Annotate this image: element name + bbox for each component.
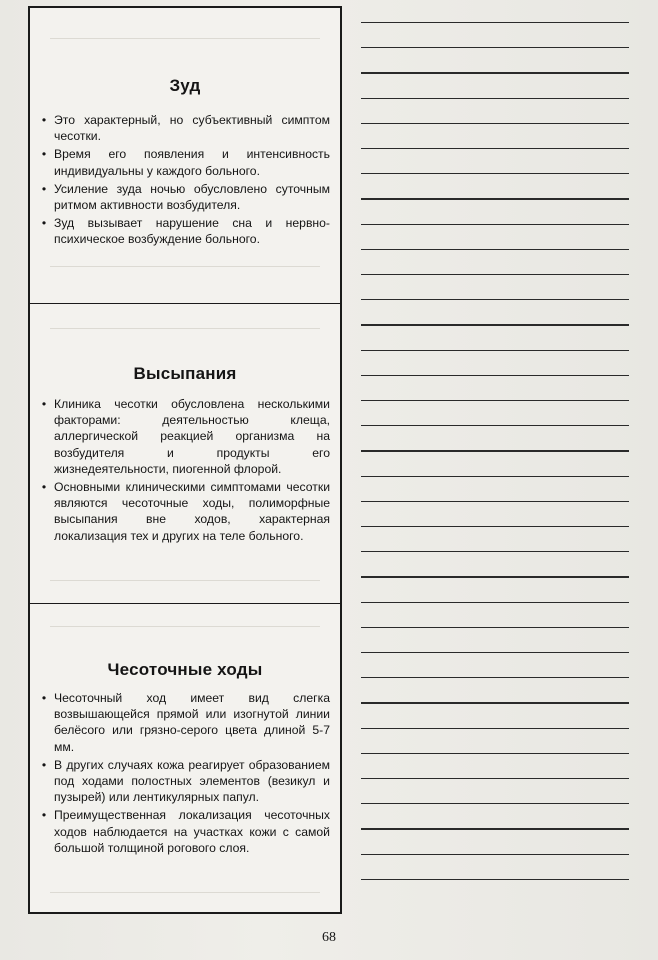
note-line: [361, 400, 629, 401]
note-line: [361, 753, 629, 754]
bullet-list: [38, 112, 330, 250]
note-line: [361, 627, 629, 628]
slide-itching: [30, 8, 340, 304]
bullet-icon: •: [41, 113, 47, 127]
slide-scabies-burrows: [30, 604, 340, 912]
bullet-list: [38, 690, 330, 858]
list-item: • Чесоточный ход имеет вид слегка возвышающейся прямой или изогнутой линии белёсого или грязно-серого цвета длиной 5-7 мм.: [38, 690, 330, 755]
note-line: [361, 854, 629, 855]
note-line: [361, 274, 629, 275]
bullet-icon: •: [41, 691, 47, 705]
note-line: [361, 198, 629, 199]
page-number: 68: [322, 930, 336, 945]
bullet-icon: •: [41, 397, 47, 411]
bullet-icon: •: [41, 757, 47, 772]
note-line: [361, 476, 629, 477]
note-line: [361, 576, 629, 577]
bullet-icon: •: [41, 216, 47, 231]
bleed-line: [50, 38, 320, 39]
note-line: [361, 299, 629, 300]
list-item: • В других случаях кожа реагирует образованием под ходами полостных элементов (везикул и пузырей) или лентикулярных папул.: [38, 757, 330, 806]
bullet-list: [38, 396, 330, 546]
slide-title: Чесоточные ходы: [107, 660, 263, 679]
note-line: [361, 47, 629, 48]
note-line: [361, 450, 629, 451]
bleed-line: [50, 580, 320, 581]
note-line: [361, 224, 629, 225]
note-line: [361, 879, 629, 880]
note-line: [361, 778, 629, 779]
bleed-line: [50, 328, 320, 329]
note-line: [361, 324, 629, 325]
note-line: [361, 425, 629, 426]
note-line: [361, 72, 629, 73]
bullet-icon: •: [41, 147, 47, 162]
note-line: [361, 123, 629, 124]
note-line: [361, 350, 629, 351]
list-item: • Основными клиническими симптомами чесотки являются чесоточные ходы, полиморфные высыпания вне ходов, характерная локализация тех и других на теле больного.: [38, 479, 330, 544]
note-line: [361, 148, 629, 149]
note-line: [361, 526, 629, 527]
notes-column: [343, 0, 643, 920]
note-line: [361, 22, 629, 23]
bullet-icon: •: [41, 181, 47, 196]
list-item: • Время его появления и интенсивность индивидуальны у каждого больного.: [38, 146, 330, 178]
note-line: [361, 828, 629, 829]
list-item: • Преимущественная локализация чесоточных ходов наблюдается на участках кожи с самой большой толщиной рогового слоя.: [38, 807, 330, 856]
note-line: [361, 98, 629, 99]
bleed-line: [50, 626, 320, 627]
slide-title: Зуд: [169, 76, 201, 95]
slide-title: Высыпания: [133, 364, 237, 383]
slide-rashes: [30, 304, 340, 604]
slides-column: [28, 6, 342, 914]
note-line: [361, 551, 629, 552]
note-line: [361, 677, 629, 678]
note-line: [361, 602, 629, 603]
list-item: • Клиника чесотки обусловлена несколькими факторами: деятельностью клеща, аллергической реакцией организма на возбудителя и продукты его жизнедеятельности, пиогенной флорой.: [38, 396, 330, 477]
note-line: [361, 173, 629, 174]
note-line: [361, 728, 629, 729]
note-line: [361, 501, 629, 502]
bullet-icon: •: [41, 808, 47, 823]
note-line: [361, 375, 629, 376]
list-item: • Усиление зуда ночью обусловлено суточным ритмом активности возбудителя.: [38, 181, 330, 213]
note-line: [361, 249, 629, 250]
bleed-line: [50, 266, 320, 267]
note-line: [361, 702, 629, 703]
list-item: • Это характерный, но субъективный симптом чесотки.: [38, 112, 330, 144]
note-line: [361, 652, 629, 653]
bullet-icon: •: [41, 480, 47, 495]
note-line: [361, 803, 629, 804]
bleed-line: [50, 892, 320, 893]
list-item: • Зуд вызывает нарушение сна и нервно-психическое возбуждение больного.: [38, 215, 330, 247]
